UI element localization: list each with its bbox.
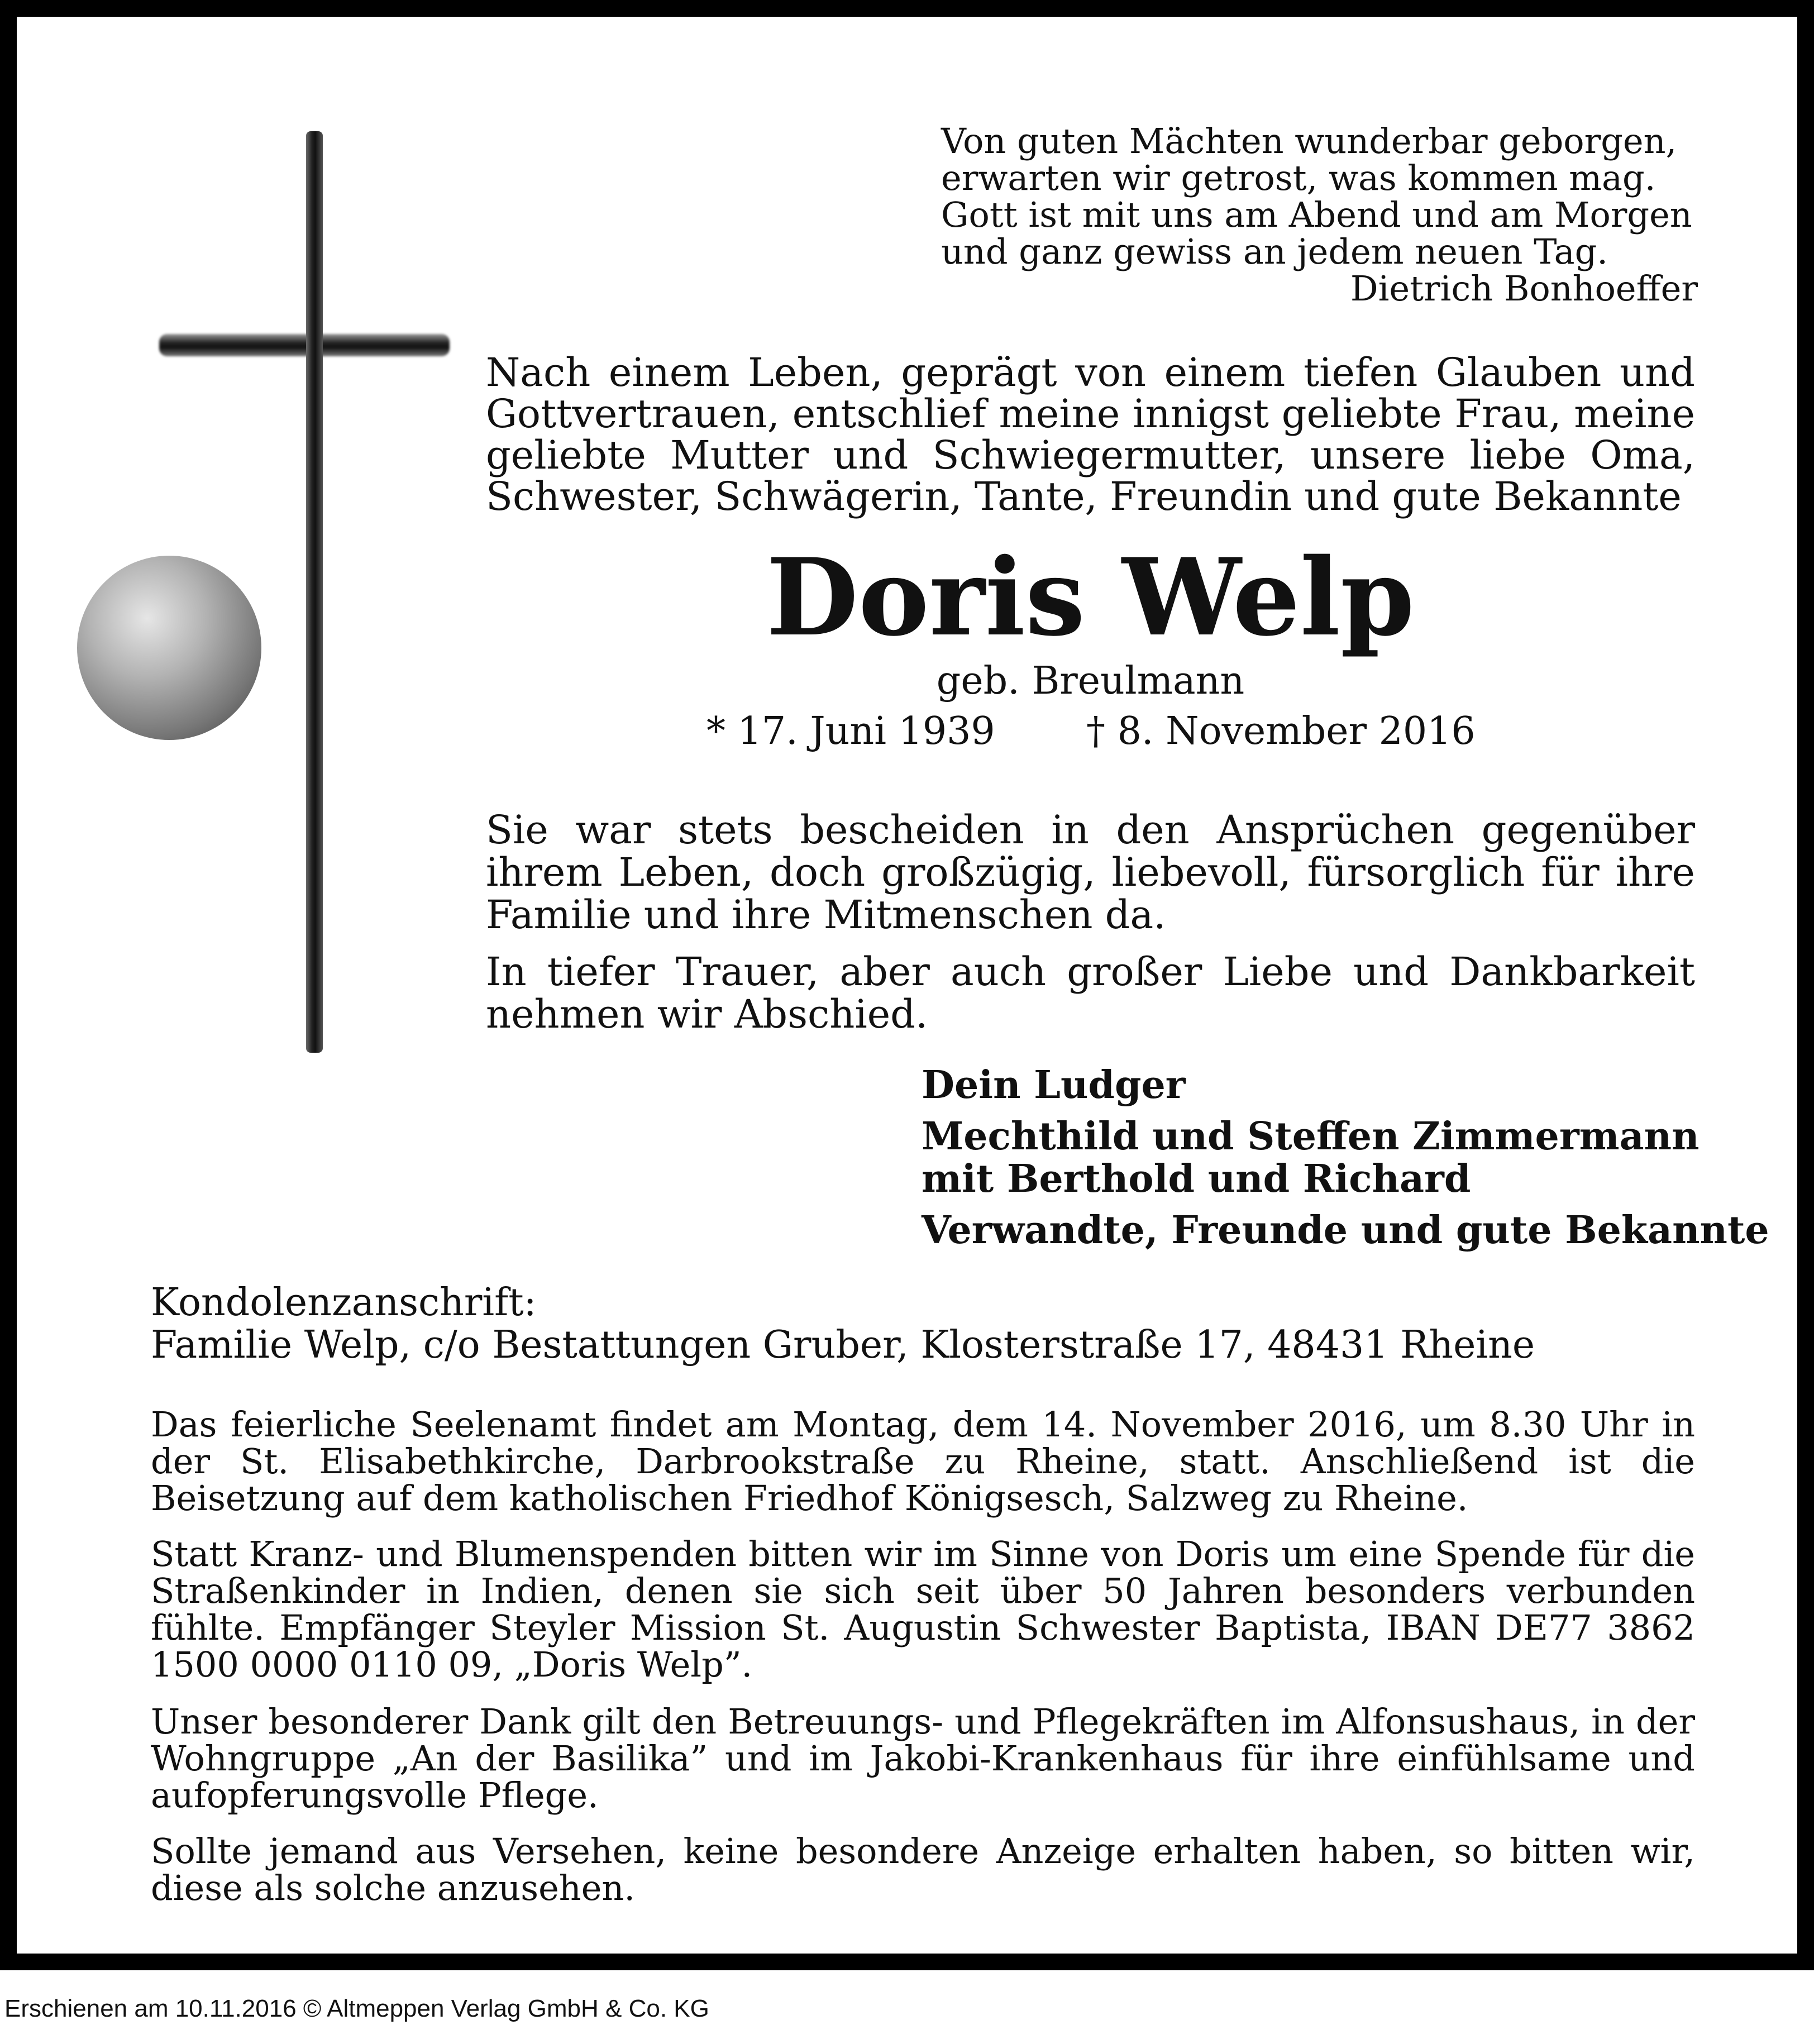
mourner-others: Verwandte, Freunde und gute Bekannte	[922, 1208, 1769, 1253]
poem-line: und ganz gewiss an jedem neuen Tag.	[941, 231, 1608, 272]
mourners-list	[922, 1063, 1769, 1253]
poem-line: Gott ist mit uns am Abend und am Morgen	[941, 194, 1692, 235]
death-date: † 8. November 2016	[1086, 709, 1476, 753]
farewell-paragraph: In tiefer Trauer, aber auch großer Liebe und Dankbarkeit nehmen wir Abschied.	[486, 949, 1695, 1037]
poem-line: Von guten Mächten wunderbar geborgen,	[941, 121, 1677, 161]
notice-paragraph: Sollte jemand aus Versehen, keine besondere Anzeige erhalten haben, so bitten wir, diese als solche anzusehen.	[151, 1831, 1695, 1908]
birth-date: * 17. Juni 1939	[706, 709, 995, 753]
sphere-icon	[77, 556, 261, 740]
publication-footer: Erschienen am 10.11.2016 © Altmeppen Verlag GmbH & Co. KG	[4, 1995, 709, 2022]
condolence-address	[151, 1282, 1703, 1367]
mourner-daughter: Mechthild und Steffen Zimmermann	[922, 1114, 1700, 1159]
condolence-address-line: Familie Welp, c/o Bestattungen Gruber, Klosterstraße 17, 48431 Rheine	[151, 1323, 1535, 1367]
cross-icon	[159, 334, 450, 356]
mourner-husband: Dein Ludger	[922, 1063, 1186, 1107]
donation-request: Statt Kranz- und Blumenspenden bitten wir im Sinne von Doris um eine Spende für die Straßenkinder in Indien, denen sie sich seit über 50 Jahren besonders verbunden fühlte. Empfänger Steyler Mission St. Augustin Schwester Baptista, IBAN DE77 3862 1500 0000 0110 09, „Doris Welp”.	[151, 1534, 1695, 1685]
thanks-paragraph: Unser besonderer Dank gilt den Betreuungs- und Pflegekräften im Alfonsushaus, in der Wohngruppe „An der Basilika” und im Jakobi-Krankenhaus für ihre einfühlsame und aufopferungsvolle Pflege.	[151, 1701, 1695, 1816]
tribute-paragraph: Sie war stets bescheiden in den Ansprüchen gegenüber ihrem Leben, doch großzügig, liebevoll, fürsorglich für ihre Familie und ihre Mitmenschen da.	[486, 807, 1695, 938]
condolence-label: Kondolenzanschrift:	[151, 1281, 537, 1325]
mourner-grandchildren: mit Berthold und Richard	[922, 1157, 1471, 1201]
maiden-name: geb. Breulmann	[936, 659, 1245, 703]
cross-icon	[306, 131, 323, 1053]
funeral-details: Das feierliche Seelenamt findet am Montag, dem 14. November 2016, um 8.30 Uhr in der St. Elisabethkirche, Darbrookstraße zu Rheine, statt. Anschließend ist die Beisetzung auf dem katholischen Friedhof Königsesch, Salzweg zu Rheine.	[151, 1404, 1695, 1518]
poem-line: erwarten wir getrost, was kommen mag.	[941, 157, 1656, 198]
bonhoeffer-poem	[941, 123, 1698, 307]
intro-paragraph: Nach einem Leben, geprägt von einem tiefen Glauben und Gottvertrauen, entschlief meine innigst geliebte Frau, meine geliebte Mutter und Schwiegermutter, unsere liebe Oma, Schwester, Schwägerin, Tante, Freundin und gute Bekannte	[486, 350, 1695, 519]
poem-author: Dietrich Bonhoeffer	[1350, 268, 1698, 309]
life-dates	[706, 709, 1488, 754]
deceased-name: Doris Welp	[766, 535, 1415, 660]
